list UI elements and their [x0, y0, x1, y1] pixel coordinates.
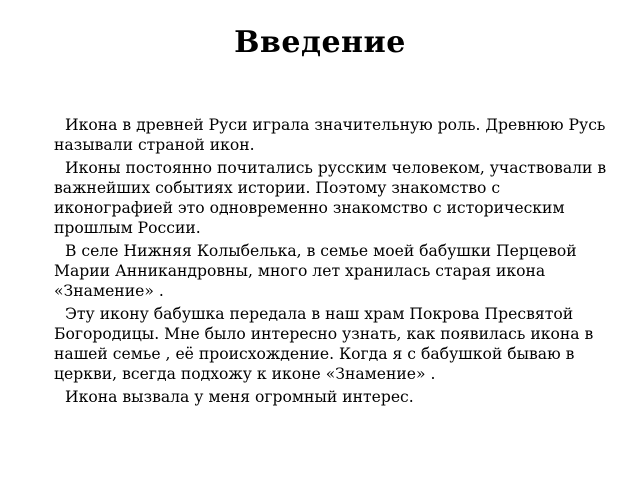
- paragraph-3: В селе Нижняя Колыбелька, в семье моей бабушки Перцевой Марии Анникандровны, много лет хранилась старая икона «Знамение» .: [54, 242, 577, 300]
- paragraph-2: Иконы постоянно почитались русским человеком, участвовали в важнейших событиях истории. Поэтому знакомство с иконографией это одновременно знакомство с историческим прошлым России.: [54, 159, 607, 237]
- paragraph-1: Икона в древней Руси играла значительную роль. Древнюю Русь называли страной икон.: [54, 116, 606, 154]
- paragraph-4: Эту икону бабушка передала в наш храм Покрова Пресвятой Богородицы. Мне было интересно узнать, как появилась икона в нашей семье , её происхождение. Когда я с бабушкой бываю в церкви, всегда подхожу к иконе «Знамение» .: [54, 305, 594, 383]
- slide-body: [54, 115, 614, 410]
- slide-title: Введение: [234, 25, 406, 60]
- paragraph-5: Икона вызвала у меня огромный интерес.: [65, 388, 414, 406]
